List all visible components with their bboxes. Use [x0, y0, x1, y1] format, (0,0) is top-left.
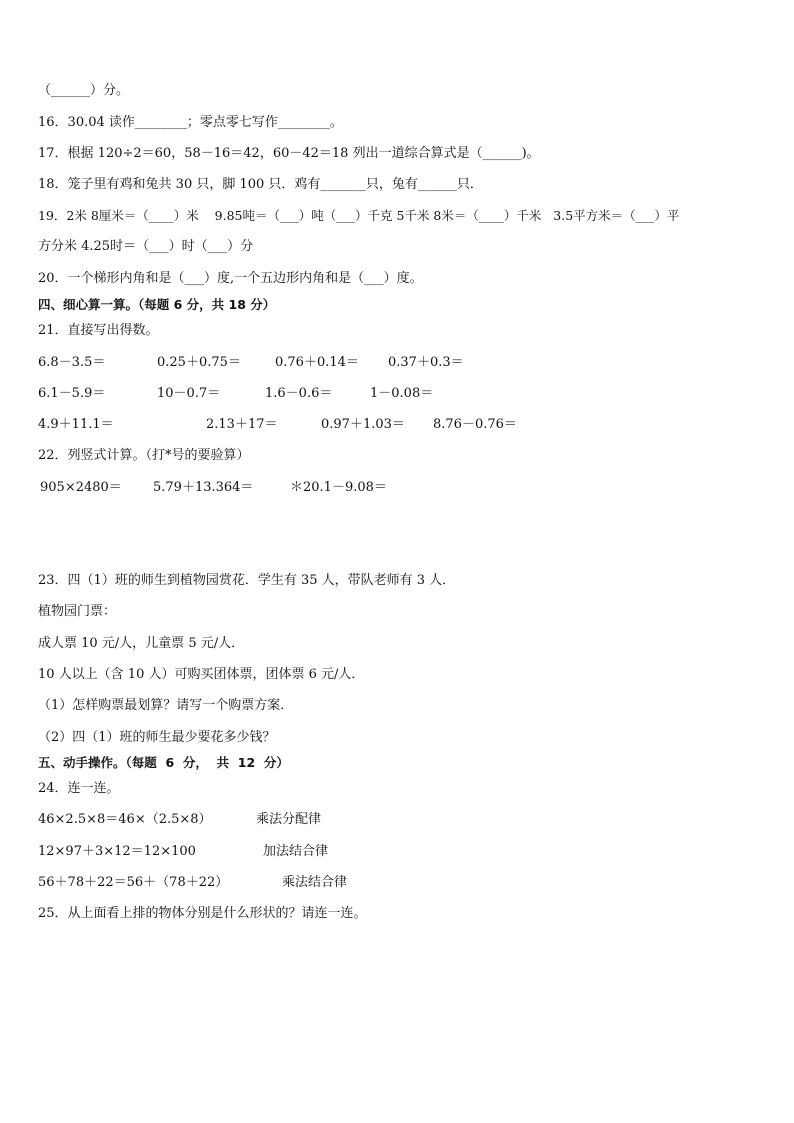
question-17: 17．根据 120÷2＝60，58－16＝42，60－42＝18 列出一道综合算式是（______)。	[38, 146, 540, 161]
question-24: 24．连一连。	[38, 781, 120, 796]
section-5-heading: 五、动手操作。（每题 6 分， 共 12 分）	[38, 755, 289, 770]
calc-21-item: 0.25＋0.75＝	[157, 355, 241, 370]
match-law: 乘法结合律	[282, 875, 348, 890]
question-21: 21．直接写出得数。	[38, 323, 159, 338]
match-law: 加法结合律	[263, 844, 329, 859]
question-23: 23．四（1）班的师生到植物园赏花．学生有 35 人，带队老师有 3 人．	[38, 573, 456, 588]
calc-21-item: 1.6－0.6＝	[265, 386, 333, 401]
calc-21-item: 8.76－0.76＝	[433, 417, 517, 432]
question-23-part-1: （1）怎样购票最划算？请写一个购票方案．	[38, 698, 294, 713]
answer-blank-line: （______）分。	[38, 83, 130, 98]
calc-22-item: ＊20.1－9.08＝	[290, 480, 387, 495]
question-16: 16．30.04 读作________；零点零七写作________。	[38, 115, 343, 130]
question-18: 18．笼子里有鸡和兔共 30 只，脚 100 只．鸡有_______只，兔有______只．	[38, 177, 483, 192]
question-23-ticket-price: 成人票 10 元/人，儿童票 5 元/人．	[38, 636, 245, 651]
calc-21-item: 0.97＋1.03＝	[321, 417, 405, 432]
question-20: 20．一个梯形内角和是（___）度,一个五边形内角和是（___）度。	[38, 271, 423, 286]
calc-21-item: 6.8－3.5＝	[38, 355, 106, 370]
question-19-line2: 方分米 4.25时＝（___）时（___）分	[38, 239, 254, 254]
question-23-group-ticket: 10 人以上（含 10 人）可购买团体票，团体票 6 元/人．	[38, 667, 365, 682]
question-23-ticket-title: 植物园门票：	[38, 604, 117, 619]
question-19-line1: 19．2米 8厘米＝（____）米 9.85吨＝（___）吨（___）千克 5千米 8米＝（____）千米 3.5平方米＝（___）平	[38, 208, 680, 223]
calc-21-item: 10－0.7＝	[157, 386, 221, 401]
calc-21-item: 6.1－5.9＝	[38, 386, 106, 401]
section-4-heading: 四、细心算一算。（每题 6 分，共 18 分）	[38, 297, 276, 312]
match-law: 乘法分配律	[256, 812, 322, 827]
question-22: 22．列竖式计算。（打*号的要验算）	[38, 448, 250, 463]
question-25: 25．从上面看上排的物体分别是什么形状的？请连一连。	[38, 906, 367, 921]
match-expression: 56＋78＋22＝56＋（78＋22）	[38, 875, 229, 890]
calc-21-item: 0.76＋0.14＝	[275, 355, 359, 370]
match-expression: 12×97＋3×12＝12×100	[38, 844, 196, 859]
calc-21-item: 0.37＋0.3＝	[388, 355, 464, 370]
match-expression: 46×2.5×8＝46×（2.5×8）	[38, 812, 212, 827]
calc-21-item: 1－0.08＝	[370, 386, 434, 401]
calc-22-item: 905×2480＝	[40, 480, 122, 495]
calc-21-item: 4.9＋11.1＝	[38, 417, 114, 432]
calc-21-item: 2.13＋17＝	[206, 417, 278, 432]
calc-22-item: 5.79＋13.364＝	[153, 480, 254, 495]
question-23-part-2: （2）四（1）班的师生最少要花多少钱？	[38, 730, 276, 745]
